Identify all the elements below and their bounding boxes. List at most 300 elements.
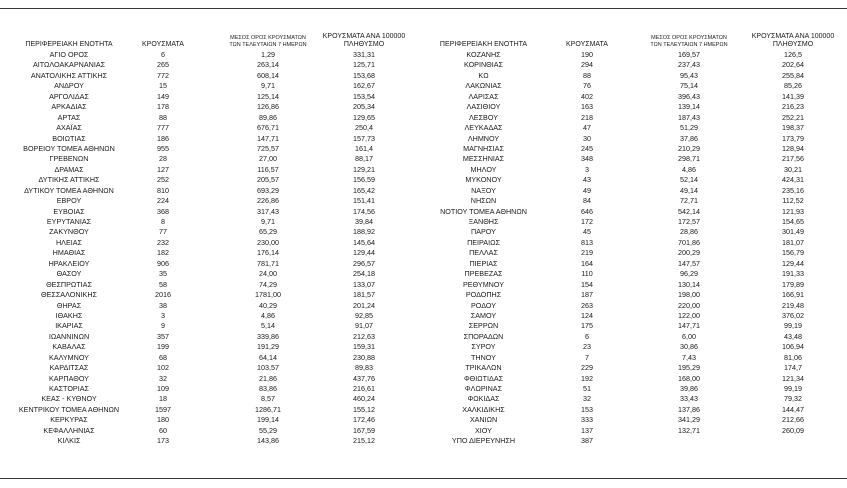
cell-per100k: 30,21 (784, 164, 802, 174)
header-cases: ΚΡΟΥΣΜΑΤΑ (142, 41, 184, 48)
cell-region: ΔΥΤΙΚΟΥ ΤΟΜΕΑ ΑΘΗΝΩΝ (24, 185, 114, 195)
cell-per100k: 43,48 (784, 331, 802, 341)
table-row (0, 436, 412, 446)
cell-region: ΑΡΚΑΔΙΑΣ (51, 102, 87, 112)
table-row (0, 426, 412, 436)
table-row (0, 353, 412, 363)
cell-region: ΘΕΣΣΑΛΟΝΙΚΗΣ (41, 290, 97, 300)
cell-avg7: 396,43 (678, 91, 700, 101)
table-row (416, 342, 846, 352)
cell-per100k: 153,68 (353, 70, 375, 80)
cell-per100k: 174,7 (784, 363, 802, 373)
table-row (416, 248, 846, 258)
cell-region: ΧΙΟΥ (475, 425, 492, 435)
cell-avg7: 33,43 (680, 394, 698, 404)
table-row (416, 363, 846, 373)
table-row (416, 196, 846, 206)
cell-cases: 23 (583, 342, 591, 352)
table-row (416, 92, 846, 102)
cell-per100k: 129,44 (353, 248, 375, 258)
cell-cases: 38 (159, 300, 167, 310)
cell-avg7: 72,71 (680, 196, 698, 206)
cell-region: ΕΥΒΟΙΑΣ (53, 206, 85, 216)
cell-avg7: 6,00 (682, 331, 696, 341)
cell-region: ΝΗΣΩΝ (470, 196, 497, 206)
cell-avg7: 75,14 (680, 81, 698, 91)
cell-region: ΕΒΡΟΥ (56, 196, 82, 206)
cell-avg7: 1,29 (261, 50, 275, 59)
cell-cases: 8 (161, 217, 165, 226)
cell-region: ΛΑΚΩΝΙΑΣ (465, 81, 502, 91)
cell-avg7: 95,43 (680, 70, 698, 80)
cell-avg7: 198,00 (678, 290, 700, 300)
cell-avg7: 125,14 (257, 91, 279, 101)
cell-avg7: 4,86 (682, 164, 696, 174)
cell-avg7: 199,14 (257, 415, 279, 425)
cell-cases: 2016 (155, 290, 171, 300)
cell-region: ΦΛΩΡΙΝΑΣ (464, 384, 503, 393)
cell-avg7: 65,29 (259, 227, 277, 237)
cell-avg7: 28,86 (680, 227, 698, 237)
cell-region: ΠΕΛΛΑΣ (469, 248, 498, 258)
cell-per100k: 230,88 (353, 352, 375, 362)
table-row (0, 290, 412, 300)
cell-avg7: 1781,00 (255, 290, 281, 300)
cell-region: ΚΑΡΠΑΘΟΥ (49, 373, 89, 383)
cell-avg7: 147,71 (678, 321, 700, 331)
cell-per100k: 188,92 (353, 227, 375, 237)
table-row (0, 415, 412, 425)
cell-cases: 1597 (155, 404, 171, 414)
cell-per100k: 156,79 (782, 248, 804, 258)
cell-per100k: 121,34 (782, 373, 804, 383)
table-left (0, 20, 412, 447)
cell-per100k: 215,12 (353, 436, 375, 446)
cell-cases: 175 (581, 321, 593, 331)
cell-cases: 245 (581, 143, 593, 153)
cell-cases: 102 (157, 363, 169, 373)
table-row (416, 134, 846, 144)
cell-per100k: 88,17 (355, 154, 373, 164)
table-row (0, 196, 412, 206)
cell-region: ΕΥΡΥΤΑΝΙΑΣ (46, 217, 92, 226)
cell-avg7: 172,57 (678, 217, 700, 226)
cell-avg7: 176,14 (257, 248, 279, 258)
cell-per100k: 112,52 (782, 196, 804, 206)
table-row (0, 186, 412, 196)
cell-cases: 186 (157, 133, 169, 143)
table-row (416, 81, 846, 91)
cell-per100k: 174,56 (353, 206, 375, 216)
cell-region: ΚΩ (478, 70, 489, 80)
cell-avg7: 298,71 (678, 154, 700, 164)
cell-cases: 154 (581, 279, 593, 289)
cell-avg7: 122,00 (678, 310, 700, 320)
cell-per100k: 128,94 (782, 143, 804, 153)
cell-region: ΛΑΣΙΘΙΟΥ (466, 102, 501, 112)
cell-avg7: 30,86 (680, 342, 698, 352)
cell-per100k: 250,4 (355, 123, 373, 133)
cell-region: ΠΑΡΟΥ (471, 227, 496, 237)
cell-cases: 348 (581, 154, 593, 164)
cell-per100k: 133,07 (353, 279, 375, 289)
table-row (416, 415, 846, 425)
table-row (0, 81, 412, 91)
cell-region: ΑΝΑΤΟΛΙΚΗΣ ΑΤΤΙΚΗΣ (30, 70, 108, 80)
cell-avg7: 4,86 (261, 310, 275, 320)
table-row (0, 405, 412, 415)
cell-avg7: 9,71 (261, 217, 275, 226)
cell-cases: 810 (157, 185, 169, 195)
cell-cases: 772 (157, 70, 169, 80)
cell-per100k: 39,84 (355, 217, 373, 226)
cell-cases: 387 (581, 436, 593, 446)
cell-region: ΙΚΑΡΙΑΣ (55, 321, 83, 331)
cell-per100k: 99,19 (784, 384, 802, 393)
cell-per100k: 376,02 (782, 310, 804, 320)
cell-region: ΛΕΥΚΑΔΑΣ (464, 123, 503, 133)
cell-cases: 192 (581, 373, 593, 383)
cell-per100k: 155,12 (353, 404, 375, 414)
cell-region: ΚΕΑΣ - ΚΥΘΝΟΥ (41, 394, 97, 404)
cell-cases: 49 (583, 185, 591, 195)
table-row (0, 259, 412, 269)
cell-region: ΜΗΛΟΥ (470, 164, 497, 174)
cell-avg7: 89,86 (259, 112, 277, 122)
cell-cases: 813 (581, 237, 593, 247)
cell-region: ΚΑΒΑΛΑΣ (52, 342, 86, 352)
table-row (416, 102, 846, 112)
table-row (416, 186, 846, 196)
table-row (0, 123, 412, 133)
cell-cases: 199 (157, 342, 169, 352)
table-row (416, 227, 846, 237)
cell-per100k: 331,31 (353, 50, 375, 59)
table-row (0, 301, 412, 311)
table-row (416, 71, 846, 81)
cell-avg7: 7,43 (682, 352, 696, 362)
cell-per100k: 161,4 (355, 143, 373, 153)
table-row (416, 144, 846, 154)
cell-avg7: 64,14 (259, 352, 277, 362)
cell-avg7: 27,00 (259, 154, 277, 164)
table-row (416, 269, 846, 279)
table-row (0, 269, 412, 279)
top-rule (0, 8, 847, 9)
cell-region: ΠΙΕΡΙΑΣ (469, 258, 498, 268)
cell-per100k: 255,84 (782, 70, 804, 80)
cell-cases: 368 (157, 206, 169, 216)
cell-cases: 3 (161, 310, 165, 320)
cell-per100k: 106,94 (782, 342, 804, 352)
cell-cases: 110 (581, 269, 593, 279)
cell-avg7: 132,71 (678, 425, 700, 435)
cell-avg7: 542,14 (678, 206, 700, 216)
cell-avg7: 51,29 (680, 123, 698, 133)
cell-avg7: 137,86 (678, 404, 700, 414)
table-row (0, 374, 412, 384)
cell-avg7: 52,14 (680, 175, 698, 185)
cell-cases: 51 (583, 384, 591, 393)
cell-region: ΚΕΡΚΥΡΑΣ (50, 415, 88, 425)
table-row (0, 280, 412, 290)
cell-region: ΔΡΑΜΑΣ (54, 164, 84, 174)
cell-cases: 28 (159, 154, 167, 164)
cell-cases: 124 (581, 310, 593, 320)
cell-region: ΚΑΛΥΜΝΟΥ (49, 352, 89, 362)
cell-avg7: 168,00 (678, 373, 700, 383)
cell-region: ΑΝΔΡΟΥ (54, 81, 84, 91)
table-row (416, 165, 846, 175)
table-row (416, 332, 846, 342)
header-avg7: ΜΕΣΟΣ ΟΡΟΣ ΚΡΟΥΣΜΑΤΩΝ ΤΩΝ ΤΕΛΕΥΤΑΙΩΝ 7 ΗΜΕΡΩΝ (650, 35, 728, 48)
table-row (0, 113, 412, 123)
cell-per100k: 217,56 (782, 154, 804, 164)
cell-region: ΥΠΟ ΔΙΕΡΕΥΝΗΣΗ (451, 436, 516, 446)
cell-per100k: 153,54 (353, 91, 375, 101)
cell-avg7: 130,14 (678, 279, 700, 289)
cell-region: ΚΕΦΑΛΛΗΝΙΑΣ (43, 425, 95, 435)
cell-cases: 187 (581, 290, 593, 300)
table-row (0, 134, 412, 144)
cell-avg7: 676,71 (257, 123, 279, 133)
table-row (416, 259, 846, 269)
cell-region: ΙΩΑΝΝΙΝΩΝ (48, 331, 90, 341)
cell-cases: 224 (157, 196, 169, 206)
cell-region: ΑΡΓΟΛΙΔΑΣ (49, 91, 89, 101)
cell-per100k: 191,33 (782, 269, 804, 279)
cell-per100k: 424,31 (782, 175, 804, 185)
cell-cases: 84 (583, 196, 591, 206)
cell-cases: 219 (581, 248, 593, 258)
cell-avg7: 701,86 (678, 237, 700, 247)
cell-cases: 357 (157, 331, 169, 341)
cell-cases: 3 (585, 164, 589, 174)
cell-per100k: 212,66 (782, 415, 804, 425)
cell-cases: 180 (157, 415, 169, 425)
cell-per100k: 260,09 (782, 425, 804, 435)
cell-cases: 45 (583, 227, 591, 237)
cell-avg7: 40,29 (259, 300, 277, 310)
table-row (416, 113, 846, 123)
cell-per100k: 165,42 (353, 185, 375, 195)
cell-cases: 178 (157, 102, 169, 112)
cell-per100k: 99,19 (784, 321, 802, 331)
table-row (0, 227, 412, 237)
cell-cases: 172 (581, 217, 593, 226)
cell-region: ΗΜΑΘΙΑΣ (52, 248, 86, 258)
cell-region: ΖΑΚΥΝΘΟΥ (49, 227, 89, 237)
cell-avg7: 205,57 (257, 175, 279, 185)
table-row (0, 144, 412, 154)
cell-cases: 265 (157, 60, 169, 70)
table-header (0, 20, 412, 50)
cell-cases: 190 (581, 50, 593, 59)
cell-cases: 30 (583, 133, 591, 143)
table-row (416, 50, 846, 60)
cell-per100k: 219,48 (782, 300, 804, 310)
cell-cases: 35 (159, 269, 167, 279)
table-row (0, 154, 412, 164)
table-row (0, 248, 412, 258)
table-row (416, 238, 846, 248)
cell-per100k: 81,06 (784, 352, 802, 362)
table-row (0, 175, 412, 185)
cell-avg7: 116,57 (257, 164, 279, 174)
cell-avg7: 5,14 (261, 321, 275, 331)
cell-per100k: 79,32 (784, 394, 802, 404)
cell-cases: 906 (157, 258, 169, 268)
cell-per100k: 181,07 (782, 237, 804, 247)
cell-per100k: 202,64 (782, 60, 804, 70)
cell-region: ΑΙΤΩΛΟΑΚΑΡΝΑΝΙΑΣ (32, 60, 106, 70)
cell-per100k: 172,46 (353, 415, 375, 425)
cell-cases: 232 (157, 237, 169, 247)
cell-region: ΛΑΡΙΣΑΣ (468, 91, 499, 101)
cell-avg7: 139,14 (678, 102, 700, 112)
cell-cases: 7 (585, 352, 589, 362)
cell-avg7: 725,57 (257, 143, 279, 153)
cell-cases: 9 (161, 321, 165, 331)
cell-cases: 32 (583, 394, 591, 404)
cell-avg7: 147,71 (257, 133, 279, 143)
cell-per100k: 205,34 (353, 102, 375, 112)
cell-per100k: 159,31 (353, 342, 375, 352)
cell-per100k: 460,24 (353, 394, 375, 404)
cell-region: ΣΑΜΟΥ (470, 310, 497, 320)
cell-avg7: 126,86 (257, 102, 279, 112)
cell-avg7: 103,57 (257, 363, 279, 373)
cell-cases: 149 (157, 91, 169, 101)
cell-region: ΜΑΓΝΗΣΙΑΣ (463, 143, 504, 153)
cell-avg7: 230,00 (257, 237, 279, 247)
table-body (416, 50, 846, 447)
table-row (416, 154, 846, 164)
cell-region: ΚΑΣΤΟΡΙΑΣ (49, 384, 89, 393)
cell-avg7: 169,57 (678, 50, 700, 59)
table-row (416, 384, 846, 394)
cell-region: ΡΕΘΥΜΝΟΥ (462, 279, 505, 289)
table-row (416, 217, 846, 227)
table-row (0, 332, 412, 342)
cell-per100k: 145,64 (353, 237, 375, 247)
cell-avg7: 693,29 (257, 185, 279, 195)
cell-avg7: 226,86 (257, 196, 279, 206)
cell-per100k: 254,18 (353, 269, 375, 279)
table-row (416, 405, 846, 415)
cell-cases: 43 (583, 175, 591, 185)
cell-avg7: 49,14 (680, 185, 698, 195)
cell-cases: 402 (581, 91, 593, 101)
cell-avg7: 143,86 (257, 436, 279, 446)
bottom-rule (0, 478, 847, 479)
cell-region: ΞΑΝΘΗΣ (468, 217, 499, 226)
cell-region: ΚΑΡΔΙΤΣΑΣ (49, 363, 89, 373)
table-row (416, 60, 846, 70)
table-row (0, 207, 412, 217)
table-row (0, 71, 412, 81)
table-row (416, 436, 846, 446)
table-row (0, 60, 412, 70)
cell-cases: 182 (157, 248, 169, 258)
cell-avg7: 195,29 (678, 363, 700, 373)
table-row (416, 290, 846, 300)
cell-per100k: 151,41 (353, 196, 375, 206)
cell-region: ΒΟΡΕΙΟΥ ΤΟΜΕΑ ΑΘΗΝΩΝ (23, 143, 115, 153)
cell-region: ΓΡΕΒΕΝΩΝ (49, 154, 89, 164)
cell-per100k: 92,85 (355, 310, 373, 320)
cell-per100k: 179,89 (782, 279, 804, 289)
cell-per100k: 144,47 (782, 404, 804, 414)
cell-avg7: 55,29 (259, 425, 277, 435)
table-row (0, 92, 412, 102)
cell-cases: 252 (157, 175, 169, 185)
table-row (0, 384, 412, 394)
table-row (0, 394, 412, 404)
cell-avg7: 200,29 (678, 248, 700, 258)
cell-avg7: 781,71 (257, 258, 279, 268)
cell-avg7: 147,57 (678, 258, 700, 268)
cell-cases: 294 (581, 60, 593, 70)
cell-avg7: 210,29 (678, 143, 700, 153)
table-row (0, 165, 412, 175)
cell-per100k: 125,71 (353, 60, 375, 70)
cell-avg7: 339,86 (257, 331, 279, 341)
cell-per100k: 437,76 (353, 373, 375, 383)
cell-region: ΑΓΙΟ ΟΡΟΣ (49, 50, 89, 59)
cell-cases: 68 (159, 352, 167, 362)
cell-cases: 88 (583, 70, 591, 80)
cell-region: ΦΩΚΙΔΑΣ (467, 394, 500, 404)
cell-avg7: 237,43 (678, 60, 700, 70)
cell-cases: 173 (157, 436, 169, 446)
cell-cases: 6 (585, 331, 589, 341)
cell-region: ΗΡΑΚΛΕΙΟΥ (48, 258, 90, 268)
cell-per100k: 252,21 (782, 112, 804, 122)
cell-region: ΧΑΛΚΙΔΙΚΗΣ (462, 404, 505, 414)
cell-per100k: 296,57 (353, 258, 375, 268)
cell-region: ΚΕΝΤΡΙΚΟΥ ΤΟΜΕΑ ΑΘΗΝΩΝ (18, 404, 120, 414)
cell-cases: 32 (159, 373, 167, 383)
cell-avg7: 39,86 (680, 384, 698, 393)
cell-cases: 263 (581, 300, 593, 310)
cell-region: ΜΥΚΟΝΟΥ (465, 175, 502, 185)
table-row (416, 175, 846, 185)
cell-per100k: 129,21 (353, 164, 375, 174)
cell-avg7: 8,57 (261, 394, 275, 404)
cell-cases: 164 (581, 258, 593, 268)
cell-cases: 646 (581, 206, 593, 216)
cell-per100k: 198,37 (782, 123, 804, 133)
table-row (416, 311, 846, 321)
cell-cases: 777 (157, 123, 169, 133)
cell-cases: 58 (159, 279, 167, 289)
cell-per100k: 121,93 (782, 206, 804, 216)
cell-per100k: 156,59 (353, 175, 375, 185)
cell-avg7: 317,43 (257, 206, 279, 216)
cell-region: ΘΗΡΑΣ (56, 300, 82, 310)
cell-cases: 955 (157, 143, 169, 153)
table-row (0, 217, 412, 227)
header-per100k: ΚΡΟΥΣΜΑΤΑ ΑΝΑ 100000 ΠΛΗΘΥΣΜΟ (322, 33, 406, 48)
cell-per100k: 216,61 (353, 384, 375, 393)
cell-region: ΤΡΙΚΑΛΩΝ (465, 363, 502, 373)
cell-avg7: 1286,71 (255, 404, 281, 414)
cell-region: ΣΠΟΡΑΔΩΝ (463, 331, 504, 341)
cell-cases: 127 (157, 164, 169, 174)
table-row (416, 207, 846, 217)
table-row (416, 321, 846, 331)
